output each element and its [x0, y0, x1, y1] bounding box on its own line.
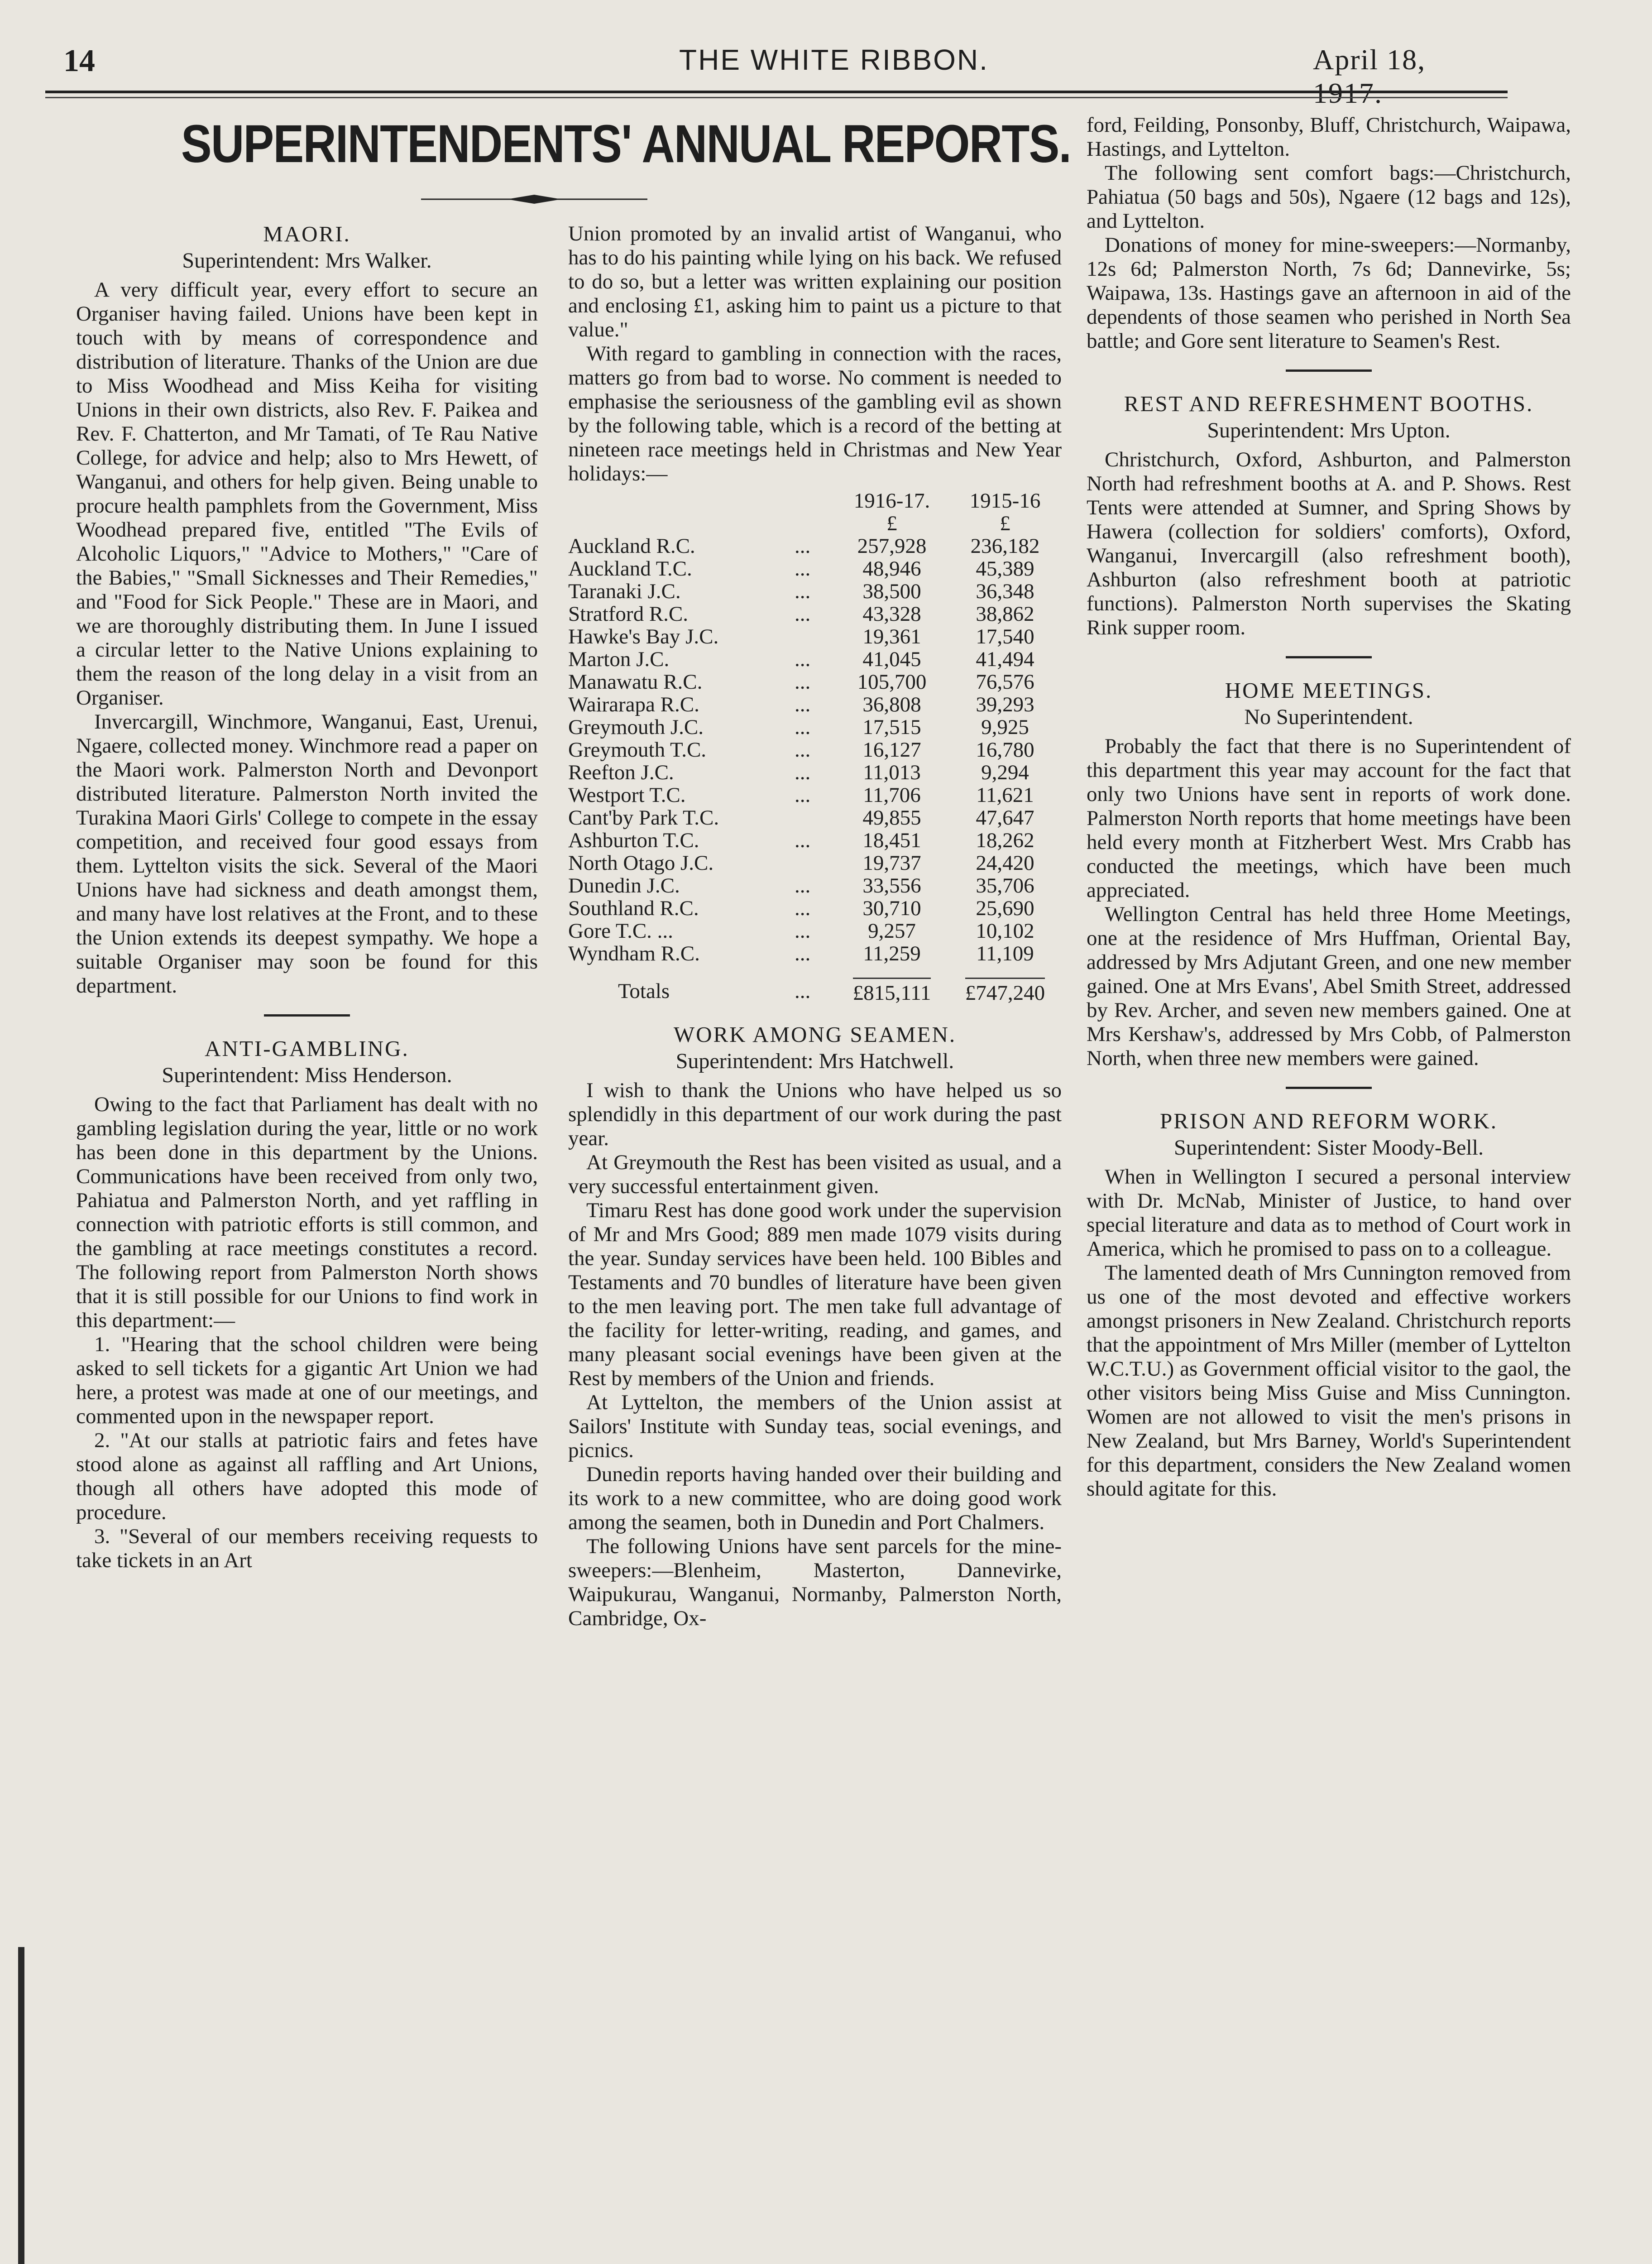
paragraph: Owing to the fact that Parliament has dealt with no gambling legislation during the year, little or no work has been done in this department by the Unions. Communications have been received from only two, Pahiatua and Palmerston North, and yet raffling in connection with patriotic efforts is still common, and the gambling at race meetings constitutes a record. The following report from Palmerston North shows that it is still possible for our Unions to find work in this department:— — [76, 1093, 538, 1332]
betting-table — [568, 489, 1062, 1004]
amount-1915-16: 24,420 — [976, 851, 1034, 875]
section-title-anti-gambling: ANTI-GAMBLING. — [205, 1036, 409, 1061]
leader-dots: ... — [795, 715, 811, 739]
margin-rule — [18, 1947, 24, 2264]
paragraph: With regard to gambling in connection with the races, matters go from bad to worse. No comment is needed to emphasise the seriousness of the gambling evil as shown by the following table, which is a record of the betting at nineteen race meetings held in Christmas and New Year holidays:— — [568, 342, 1062, 485]
paragraph: Donations of money for mine-sweepers:—Normanby, 12s 6d; Palmerston North, 7s 6d; Dannevirke, 5s; Waipawa, 13s. Hastings gave an afternoon in aid of the dependents of those seamen who perished in North Sea battle; and Gore sent literature to Seamen's Rest. — [1087, 233, 1571, 353]
table-currency-row — [568, 512, 1062, 535]
currency-symbol: £ — [1000, 512, 1010, 535]
amount-1915-16: 35,706 — [976, 874, 1034, 897]
amount-1916-17: 48,946 — [862, 557, 921, 580]
amount-1916-17: 43,328 — [862, 602, 921, 626]
paragraph: Union promoted by an invalid artist of Wanganui, who has to do his painting while lying on his back. We refused to do so, but a letter was written explaining our position and enclosing £1, asking him to paint us a picture to that value." — [568, 222, 1062, 341]
amount-1916-17: 19,361 — [862, 625, 921, 648]
amount-1916-17: 49,855 — [862, 806, 921, 830]
section-title-seamen: WORK AMONG SEAMEN. — [673, 1022, 957, 1047]
table-row — [568, 671, 1062, 693]
race-club-name: Marton J.C. — [568, 648, 670, 671]
race-club-name: Taranaki J.C. — [568, 580, 681, 603]
race-club-name: Wairarapa R.C. — [568, 693, 699, 716]
header-rule — [45, 91, 1508, 93]
table-row — [568, 603, 1062, 625]
amount-1916-17: 16,127 — [862, 738, 921, 762]
amount-1916-17: 11,259 — [863, 942, 921, 965]
superintendent-rest-refreshment: Superintendent: Mrs Upton. — [1207, 418, 1451, 442]
table-body — [568, 535, 1062, 965]
table-row — [568, 874, 1062, 897]
column-2 — [568, 222, 1062, 1631]
totals-dots: ... — [795, 979, 811, 1003]
section-title-maori: MAORI. — [263, 221, 351, 246]
amount-1916-17: 18,451 — [862, 829, 921, 852]
race-club-name: Westport T.C. — [568, 783, 686, 807]
table-row — [568, 648, 1062, 671]
amount-1916-17: 257,928 — [857, 534, 927, 558]
paragraph: A very difficult year, every effort to secure an Organiser having failed. Unions have been kept in touch with by means of correspondence and distribution of literature. Thanks of the Union are due to Miss Woodhead and Miss Keiha for visiting Unions in their own districts, also Rev. F. Paikea and Rev. F. Chatterton, and Mr Tamati, of Te Rau Native College, for advice and help; also to Mrs Hewett, of Wanganui, and others for help given. Being unable to procure health pamphlets from the Government, Miss Woodhead prepared five, entitled "The Evils of Alcoholic Liquors," "Advice to Mothers," "Care of the Babies," "Small Sicknesses and Their Remedies," and "Food for Sick People." These are in Maori, and we are thoroughly distributing them. In June I issued a circular letter to the Native Unions explaining to them the reason of the long delay in a visit from an Organiser. — [76, 278, 538, 710]
race-club-name: Dunedin J.C. — [568, 874, 680, 897]
paragraph: Dunedin reports having handed over their building and its work to a new committee, who are doing good work among the seamen, both in Dunedin and Port Chalmers. — [568, 1463, 1062, 1534]
leader-dots: ... — [795, 738, 811, 762]
table-row — [568, 829, 1062, 852]
table-row — [568, 806, 1062, 829]
race-club-name: Auckland R.C. — [568, 534, 695, 558]
race-club-name: Auckland T.C. — [568, 557, 692, 580]
superintendent-prison-reform: Superintendent: Sister Moody-Bell. — [1174, 1136, 1484, 1160]
amount-1915-16: 11,621 — [976, 783, 1034, 807]
column-3 — [1087, 113, 1571, 1501]
amount-1916-17: 33,556 — [862, 874, 921, 897]
leader-dots: ... — [795, 919, 811, 943]
table-row — [568, 693, 1062, 716]
publication-title: THE WHITE RIBBON. — [679, 43, 989, 76]
paragraph: At Lyttelton, the members of the Union assist at Sailors' Institute with Sunday teas, social evenings, and picnics. — [568, 1391, 1062, 1462]
paragraph: Wellington Central has held three Home Meetings, one at the residence of Mrs Huffman, Oriental Bay, addressed by Mrs Adjutant Green, and one new member gained. One at Mrs Evans', Abel Smith Street, addressed by Rev. Archer, and seven new members gained. One at Mrs Kershaw's, addressed by Mrs Cobb, of Palmerston North, when three new members were gained. — [1087, 902, 1571, 1070]
amount-1915-16: 10,102 — [976, 919, 1034, 943]
amount-1915-16: 236,182 — [970, 534, 1040, 558]
table-header-row — [568, 489, 1062, 512]
leader-dots: ... — [795, 761, 811, 784]
amount-1915-16: 9,925 — [981, 715, 1029, 739]
amount-1916-17: 9,257 — [868, 919, 916, 943]
amount-1915-16: 76,576 — [976, 670, 1034, 694]
table-row — [568, 580, 1062, 603]
paragraph: Probably the fact that there is no Superintendent of this department this year may account for the fact that only two Unions have sent in reports of work done. Palmerston North reports that home meetings have been held every month at Fitzherbert West. Mrs Crabb has conducted the meetings, which have been much appreciated. — [1087, 734, 1571, 902]
amount-1915-16: 47,647 — [976, 806, 1034, 830]
currency-symbol: £ — [886, 512, 897, 535]
leader-dots: ... — [795, 557, 811, 580]
amount-1915-16: 45,389 — [976, 557, 1034, 580]
total-1916-17: £815,111 — [853, 978, 931, 1004]
amount-1916-17: 38,500 — [862, 580, 921, 603]
paragraph: Christchurch, Oxford, Ashburton, and Palmerston North had refreshment booths at A. and P. Shows. Rest Tents were attended at Sumner, and Spring Shows by Hawera (collection for soldiers' comforts), Oxford, Wanganui, Invercargill (also refreshment booth), Ashburton (also refreshment booth at patriotic functions). Palmerston North supervises the Skating Rink supper room. — [1087, 448, 1571, 639]
race-club-name: Greymouth J.C. — [568, 715, 704, 739]
leader-dots: ... — [795, 829, 811, 852]
amount-1916-17: 36,808 — [862, 693, 921, 716]
amount-1916-17: 11,013 — [863, 761, 921, 784]
paragraph: The lamented death of Mrs Cunnington removed from us one of the most devoted and effective workers amongst prisoners in New Zealand. Christchurch reports that the appointment of Mrs Miller (member of Lyttelton W.C.T.U.) as Government official visitor to the gaol, the other visitors being Miss Guise and Miss Cunnington. Women are not allowed to visit the men's prisons in New Zealand, but Mrs Barney, World's Superintendent for this department, considers the New Zealand women should agitate for this. — [1087, 1261, 1571, 1501]
paragraph: When in Wellington I secured a personal interview with Dr. McNab, Minister of Justice, to hand over special literature and data as to method of Court work in America, which he promised to pass on to a colleague. — [1087, 1165, 1571, 1261]
section-title-prison-reform: PRISON AND REFORM WORK. — [1159, 1108, 1498, 1133]
race-club-name: Reefton J.C. — [568, 761, 674, 784]
table-row — [568, 625, 1062, 648]
amount-1915-16: 36,348 — [976, 580, 1034, 603]
totals-label: Totals — [618, 979, 670, 1003]
paragraph: The following sent comfort bags:—Christchurch, Pahiatua (50 bags and 50s), Ngaere (12 bags and 12s), and Lyttelton. — [1087, 161, 1571, 233]
issue-date: April 18, — [1313, 43, 1426, 76]
amount-1915-16: 41,494 — [976, 648, 1034, 671]
table-row — [568, 535, 1062, 557]
paragraph: ford, Feilding, Ponsonby, Bluff, Christchurch, Waipawa, Hastings, and Lyttelton. — [1087, 113, 1571, 161]
amount-1916-17: 17,515 — [862, 715, 921, 739]
amount-1915-16: 25,690 — [976, 897, 1034, 920]
table-row — [568, 716, 1062, 739]
leader-dots: ... — [795, 670, 811, 694]
superintendent-seamen: Superintendent: Mrs Hatchwell. — [675, 1049, 954, 1073]
amount-1915-16: 39,293 — [976, 693, 1034, 716]
paragraph: I wish to thank the Unions who have helped us so splendidly in this department of our work during the past year. — [568, 1079, 1062, 1150]
ornament-rule — [421, 190, 647, 208]
race-club-name: Gore T.C. ... — [568, 919, 673, 943]
race-club-name: Hawke's Bay J.C. — [568, 625, 719, 648]
amount-1916-17: 19,737 — [862, 851, 921, 875]
leader-dots: ... — [795, 580, 811, 603]
amount-1915-16: 17,540 — [976, 625, 1034, 648]
race-club-name: Southland R.C. — [568, 897, 699, 920]
table-row — [568, 761, 1062, 784]
race-club-name: Greymouth T.C. — [568, 738, 707, 762]
section-divider — [1286, 369, 1372, 372]
race-club-name: North Otago J.C. — [568, 851, 714, 875]
race-club-name: Stratford R.C. — [568, 602, 689, 626]
paragraph: The following Unions have sent parcels for the mine-sweepers:—Blenheim, Masterton, Dannevirke, Waipukurau, Wanganui, Normanby, Palmerston North, Cambridge, Ox- — [568, 1535, 1062, 1630]
leader-dots: ... — [795, 942, 811, 965]
leader-dots — [795, 625, 835, 648]
paragraph: At Greymouth the Rest has been visited as usual, and a very successful entertainment given. — [568, 1151, 1062, 1198]
amount-1915-16: 18,262 — [976, 829, 1034, 852]
race-club-name: Manawatu R.C. — [568, 670, 703, 694]
race-club-name: Wyndham R.C. — [568, 942, 700, 965]
table-row — [568, 557, 1062, 580]
column-1 — [76, 222, 538, 1573]
paragraph: 1. "Hearing that the school children were being asked to sell tickets for a gigantic Art Union we had here, a protest was made at one of our meetings, and commented upon in the newspaper report. — [76, 1333, 538, 1428]
amount-1915-16: 9,294 — [981, 761, 1029, 784]
superintendent-maori: Superintendent: Mrs Walker. — [182, 249, 432, 273]
leader-dots — [795, 852, 835, 874]
leader-dots: ... — [795, 874, 811, 897]
column-header: 1916-17. — [853, 489, 930, 513]
table-row — [568, 739, 1062, 761]
race-club-name: Ashburton T.C. — [568, 829, 699, 852]
paragraph: Timaru Rest has done good work under the supervision of Mr and Mrs Good; 889 men made 1079 visits during the year. Sunday services have been held. 100 Bibles and Testaments and 70 bundles of literature have been given to the men leaving port. The men take full advantage of the facility for letter-writing, reading, and games, and many pleasant social evenings have been given at the Rest by members of the Union and friends. — [568, 1199, 1062, 1390]
paragraph: 3. "Several of our members receiving requests to take tickets in an Art — [76, 1525, 538, 1572]
table-row — [568, 784, 1062, 806]
table-row — [568, 897, 1062, 920]
amount-1916-17: 30,710 — [862, 897, 921, 920]
leader-dots: ... — [795, 693, 811, 716]
section-title-home-meetings: HOME MEETINGS. — [1225, 678, 1433, 703]
superintendent-home-meetings: No Superintendent. — [1244, 705, 1413, 729]
headline: SUPERINTENDENTS' ANNUAL REPORTS. — [181, 114, 1071, 174]
leader-dots: ... — [795, 783, 811, 807]
amount-1916-17: 41,045 — [862, 648, 921, 671]
section-divider — [1286, 656, 1372, 658]
section-divider — [1286, 1087, 1372, 1089]
amount-1915-16: 11,109 — [976, 942, 1034, 965]
amount-1915-16: 16,780 — [976, 738, 1034, 762]
total-1915-16: £747,240 — [965, 978, 1045, 1004]
leader-dots: ... — [795, 897, 811, 920]
superintendent-anti-gambling: Superintendent: Miss Henderson. — [162, 1063, 452, 1087]
page-header — [45, 43, 1494, 93]
leader-dots: ... — [795, 602, 811, 626]
totals-row — [568, 965, 1062, 1004]
table-row — [568, 942, 1062, 965]
paragraph: Invercargill, Winchmore, Wanganui, East, Urenui, Ngaere, collected money. Winchmore read a paper on the Maori work. Palmerston North and Devonport distributed literature. Palmerston North invited the Turakina Maori Girls' College to compete in the essay competition, and received four good essays from them. Lyttelton visits the sick. Several of the Maori Unions have had sickness and death amongst them, and many have lost relatives at the Front, and to these the Union extends its deepest sympathy. We hope a suitable Organiser may soon be found for this department. — [76, 710, 538, 998]
section-divider — [264, 1014, 350, 1017]
amount-1916-17: 11,706 — [863, 783, 921, 807]
leader-dots: ... — [795, 648, 811, 671]
amount-1915-16: 38,862 — [976, 602, 1034, 626]
leader-dots: ... — [795, 534, 811, 558]
header-rule-thin — [45, 97, 1508, 98]
amount-1916-17: 105,700 — [857, 670, 927, 694]
leader-dots — [795, 806, 835, 829]
section-title-rest-refreshment: REST AND REFRESHMENT BOOTHS. — [1124, 391, 1534, 416]
table-row — [568, 852, 1062, 874]
table-row — [568, 920, 1062, 942]
column-header: 1915-16 — [969, 489, 1041, 513]
page-number: 14 — [63, 43, 95, 78]
race-club-name: Cant'by Park T.C. — [568, 806, 719, 830]
paragraph: 2. "At our stalls at patriotic fairs and fetes have stood alone as against all raffling and Art Unions, though all others have adopted this mode of procedure. — [76, 1429, 538, 1524]
